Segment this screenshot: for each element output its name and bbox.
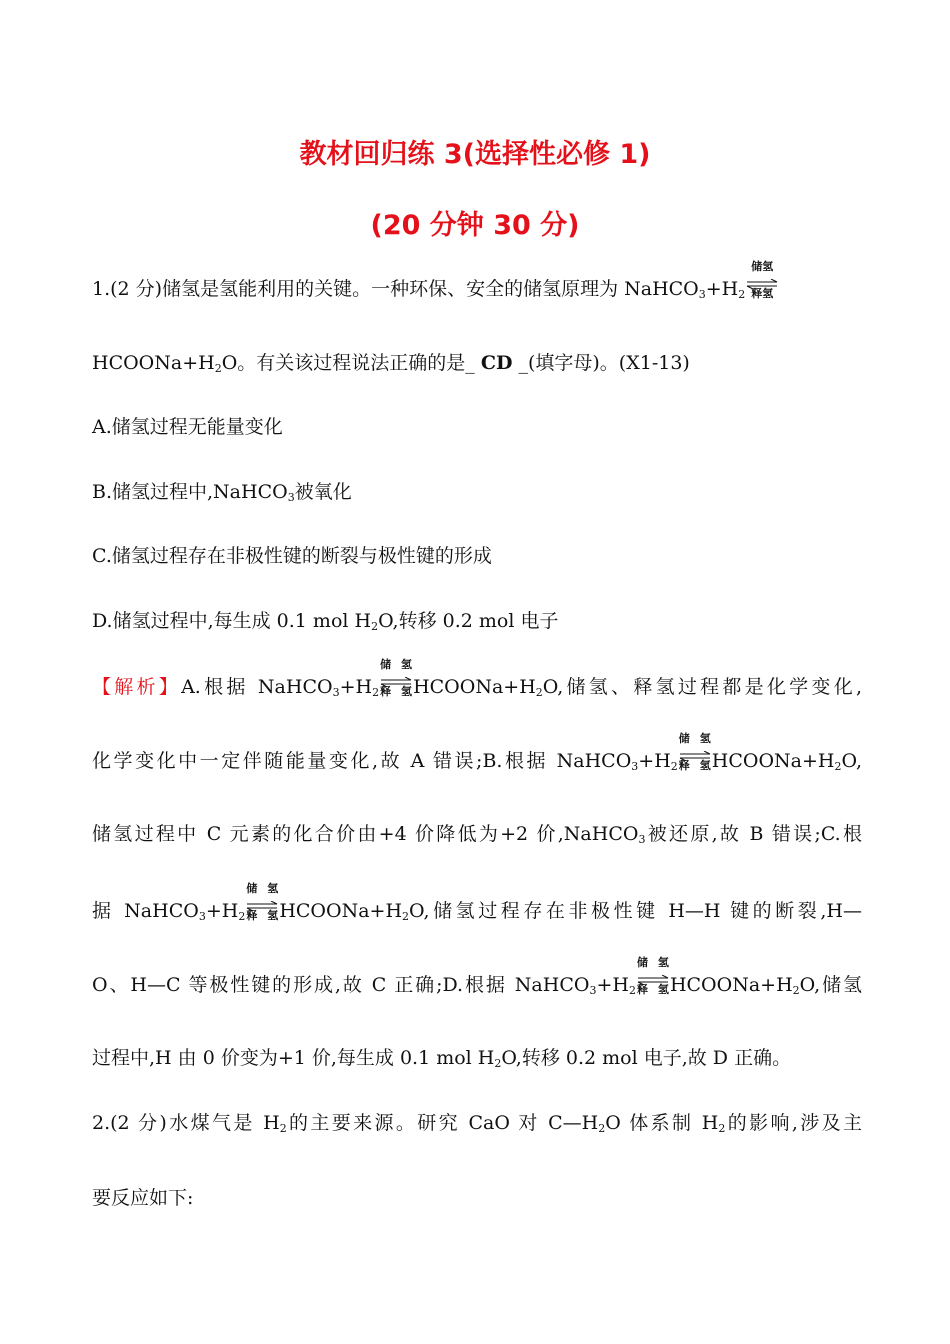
q1-option-c: C.储氢过程存在非极性键的断裂与极性键的形成 xyxy=(92,545,492,567)
q1-option-d: D.储氢过程中,每生成 0.1 mol $H_2O$,转移 0.2 mol 电子 xyxy=(92,610,559,633)
q2-stem-line-1: 2.(2 分)水煤气是 $H_2$的主要来源。研究 CaO 对 $C—H_2O$ 体系制 $H_2$的影响,涉及主 xyxy=(92,1112,862,1135)
analysis-line-2: 化学变化中一定伴随能量变化,故 A 错误;B.根据 $NaHCO_3+H_2$ 储氢 释氢 $HCOONa+H_2O$, xyxy=(92,732,862,773)
analysis-tag: 【解析】 xyxy=(92,676,182,698)
analysis-line-3: 储氢过程中 C 元素的化合价由+4 价降低为+2 价,NaHCO$_3$被还原,故 B 错误;C.根 xyxy=(92,823,863,846)
reversible-arrow-icon: 储氢 释氢 xyxy=(636,956,669,996)
reversible-arrow-icon: 储氢 释氢 xyxy=(678,732,711,772)
analysis-line-1: 【解析】A.根据 $NaHCO_3+H_2$ 储氢 释氢 $HCOONa+H_2O$,储氢、释氢过程都是化学变化, xyxy=(92,658,862,699)
reversible-arrow-icon: 储氢 释氢 xyxy=(246,882,279,922)
q1-option-b: B.储氢过程中,NaHCO$_3$被氧化 xyxy=(92,481,352,504)
q1-answer: CD xyxy=(480,352,513,374)
analysis-line-5: O、H—C 等极性键的形成,故 C 正确;D.根据 $NaHCO_3+H_2$ 储氢 释氢 $HCOONa+H_2O$,储氢 xyxy=(92,956,862,997)
analysis-line-6: 过程中,H 由 0 价变为+1 价,每生成 0.1 mol $H_2O$,转移 0.2 mol 电子,故 D 正确。 xyxy=(92,1047,792,1070)
reversible-arrow-icon: 储氢 释氢 xyxy=(380,658,413,698)
q1-stem-line-2: $HCOONa+H_2O$。有关该过程说法正确的是_ CD _(填字母)。(X1-13) xyxy=(92,352,690,375)
page-subtitle: (20 分钟 30 分) xyxy=(370,210,580,241)
q1-stem-line-1: 1.(2 分)储氢是氢能利用的关键。一种环保、安全的储氢原理为 $NaHCO_3+H_2$ 储氢 释氢 xyxy=(92,274,862,304)
analysis-line-4: 据 $NaHCO_3+H_2$ 储氢 释氢 $HCOONa+H_2O$,储氢过程存在非极性键 H—H 键的断裂,H— xyxy=(92,882,862,923)
reversible-arrow-icon: 储氢 释氢 xyxy=(746,279,778,299)
q1-option-a: A.储氢过程无能量变化 xyxy=(92,416,283,438)
page-title: 教材回归练 3(选择性必修 1) xyxy=(299,139,651,170)
q2-stem-line-2: 要反应如下: xyxy=(92,1187,194,1209)
